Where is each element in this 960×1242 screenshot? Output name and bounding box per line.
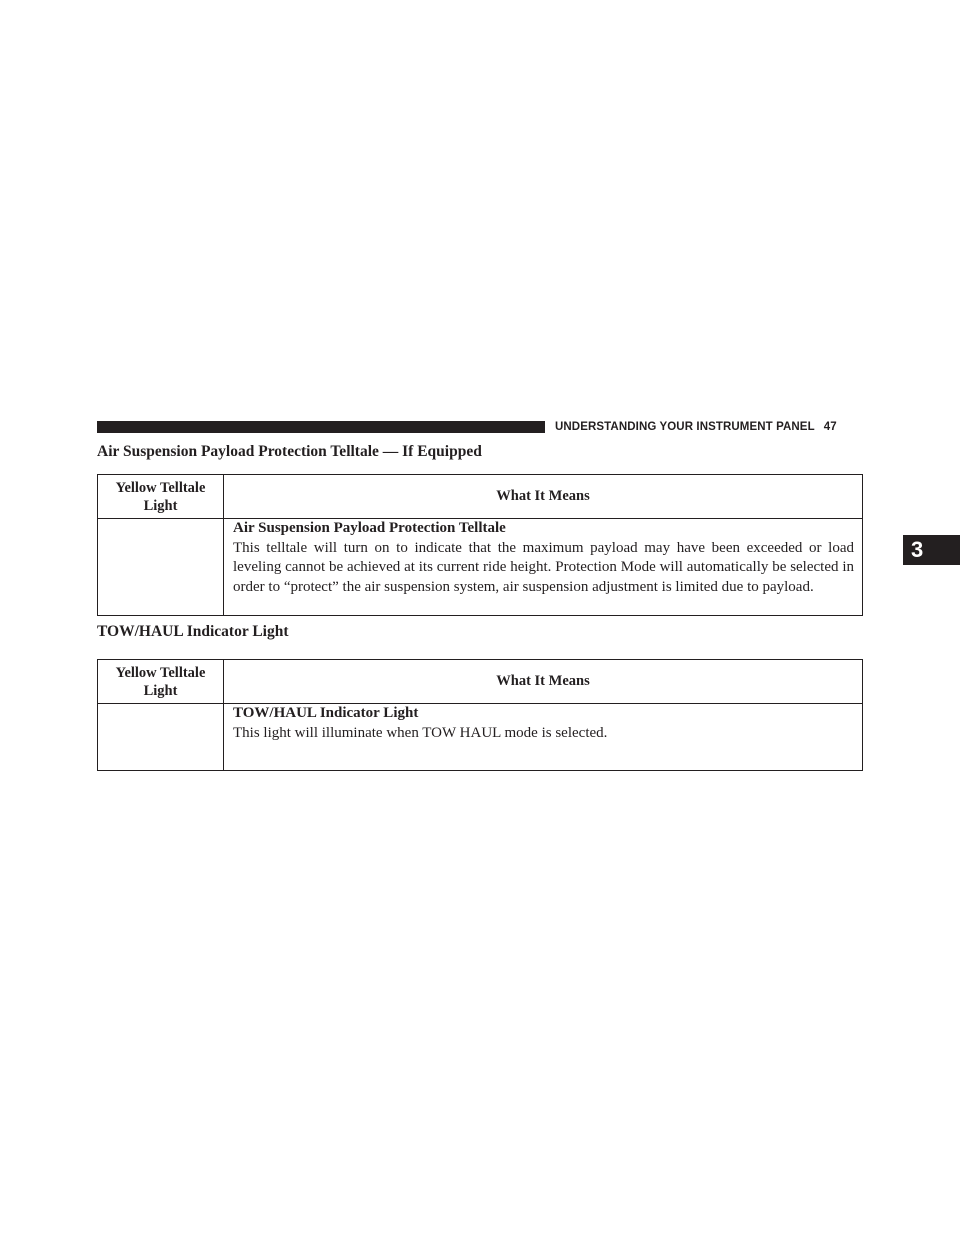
section-heading-tow-haul: TOW/HAUL Indicator Light	[97, 623, 289, 640]
telltale-table-tow-haul	[97, 659, 863, 771]
table-header-row	[98, 660, 863, 704]
page-number: 47	[823, 421, 837, 433]
running-header-section: UNDERSTANDING YOUR INSTRUMENT PANEL	[555, 421, 815, 433]
description-title: Air Suspension Payload Protection Telltale	[233, 520, 506, 536]
section-heading-air-suspension: Air Suspension Payload Protection Telltale — If Equipped	[97, 443, 482, 460]
chapter-tab: 3	[903, 535, 960, 565]
description-text: This telltale will turn on to indicate that the maximum payload may have been exceeded or load leveling cannot be achieved at its current ride height. Protection Mode will automatically be selected in order to “protect” the air suspension system, air suspension adjustment is limited due to payload.	[233, 539, 854, 595]
description-cell	[224, 519, 863, 616]
telltale-icon-cell	[98, 704, 224, 771]
column-header-telltale-light: Yellow Telltale Light	[98, 475, 224, 519]
header-rule	[97, 421, 545, 433]
telltale-table-air-suspension	[97, 474, 863, 616]
table-row	[98, 519, 863, 616]
description-cell	[224, 704, 863, 771]
running-header	[555, 419, 865, 435]
description-text: This light will illuminate when TOW HAUL mode is selected.	[233, 724, 608, 741]
table-row	[98, 704, 863, 771]
telltale-icon-cell	[98, 519, 224, 616]
column-header-telltale-light: Yellow Telltale Light	[98, 660, 224, 704]
column-header-what-it-means: What It Means	[224, 660, 863, 704]
table-header-row	[98, 475, 863, 519]
column-header-what-it-means: What It Means	[224, 475, 863, 519]
description-title: TOW/HAUL Indicator Light	[233, 705, 419, 721]
